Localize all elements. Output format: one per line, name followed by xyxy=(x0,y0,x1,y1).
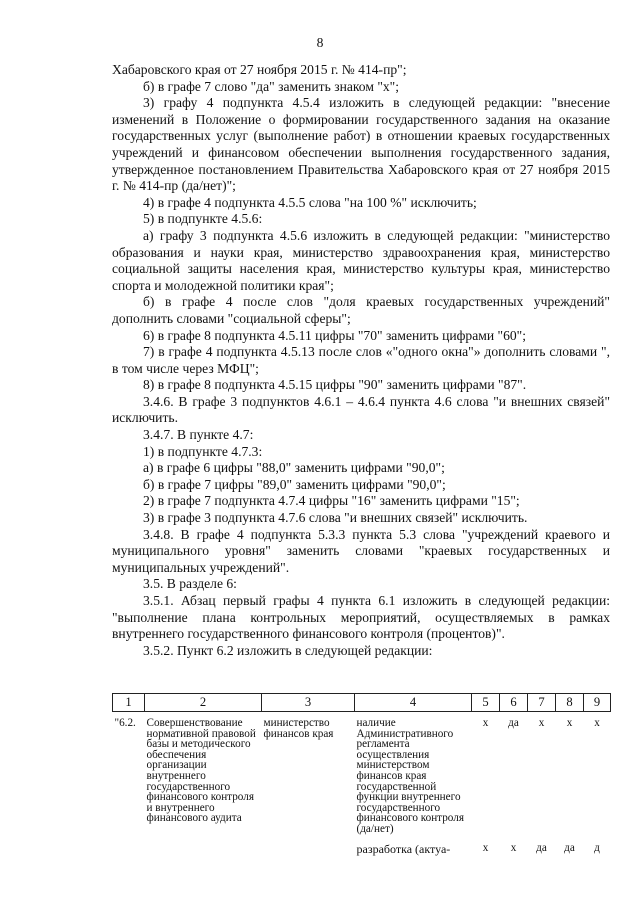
paragraph: 7) в графе 4 подпункта 4.5.13 после слов «"одного окна"» дополнить словами ", в том числе через МФЦ"; xyxy=(112,344,610,376)
column-header: 5 xyxy=(472,694,500,712)
cell-responsible: министерство финансов края xyxy=(263,717,334,740)
cell-value: д xyxy=(594,841,600,854)
cell-value: х xyxy=(510,841,517,854)
page-number: 8 xyxy=(316,35,324,50)
document-body xyxy=(112,62,610,659)
table-row xyxy=(113,835,611,856)
paragraph: б) в графе 7 слово "да" заменить знаком "х"; xyxy=(143,78,400,94)
paragraph: 3) графу 4 подпункта 4.5.4 изложить в следующей редакции: "внесение изменений в Положение о формировании государственного задания на оказание государственных услуг (выполнение работ) в отношении краевых государственных учреждений и финансовом обеспечении выполнения государственного задания, утвержденное постановлением Правительства Хабаровского края от 27 ноября 2015 г. № 414-пр (да/нет)"; xyxy=(112,95,610,194)
cell-value: х xyxy=(538,717,545,729)
column-header: 9 xyxy=(584,694,611,712)
cell-value: х xyxy=(482,717,489,729)
indicators-table xyxy=(112,693,611,856)
paragraph: а) в графе 6 цифры "88,0" заменить цифрами "90,0"; xyxy=(143,460,445,476)
paragraph: 2) в графе 7 подпункта 4.7.4 цифры "16" заменить цифрами "15"; xyxy=(143,493,520,509)
cell-value: х xyxy=(594,717,600,729)
paragraph: а) графу 3 подпункта 4.5.6 изложить в следующей редакции: "министерство образования и науки края, министерство здравоохранения края, министерство социальной защиты населения края, министерство культуры края, министерство спорта и молодежной политики края"; xyxy=(112,227,610,293)
column-header: 4 xyxy=(355,694,472,712)
cell-indicator: наличие Административного регламента осуществления министерством финансов края государственной функции внутреннего государственного финансового контроля (да/нет) xyxy=(356,717,464,835)
cell-value: х xyxy=(566,717,573,729)
paragraph: 1) в подпункте 4.7.3: xyxy=(143,443,263,459)
cell-value: да xyxy=(536,841,547,854)
cell-responsible xyxy=(262,835,355,856)
cell-value: да xyxy=(564,841,575,854)
column-header: 3 xyxy=(262,694,355,712)
cell-value: х xyxy=(482,841,489,854)
cell-number xyxy=(113,835,145,856)
cell-number: "6.2. xyxy=(114,717,136,729)
cell-measure-name xyxy=(145,835,262,856)
column-header: 1 xyxy=(113,694,145,712)
paragraph: 3.4.7. В пункте 4.7: xyxy=(143,427,254,443)
paragraph: 3.5. В разделе 6: xyxy=(143,576,237,592)
cell-value: да xyxy=(508,717,519,729)
table-row xyxy=(113,712,611,835)
paragraph: 6) в графе 8 подпункта 4.5.11 цифры "70" заменить цифрами "60"; xyxy=(143,327,527,343)
paragraph: 8) в графе 8 подпункта 4.5.15 цифры "90" заменить цифрами "87". xyxy=(143,377,527,393)
column-header: 2 xyxy=(145,694,262,712)
paragraph: 3.5.1. Абзац первый графы 4 пункта 6.1 изложить в следующей редакции: "выполнение плана контрольных мероприятий, осуществляемых в рамках внутреннего государственного финансового контроля (процентов)". xyxy=(112,593,610,642)
paragraph: Хабаровского края от 27 ноября 2015 г. № 414-пр"; xyxy=(112,62,407,77)
paragraph: б) в графе 4 после слов "доля краевых государственных учреждений" дополнить словами "социальной сферы"; xyxy=(112,294,610,326)
paragraph: 3.4.8. В графе 4 подпункта 5.3.3 пункта 5.3 слова "учреждений краевого и муниципального уровня" заменить словами "краевых государственных и муниципальных учреждений". xyxy=(112,526,610,575)
column-header: 6 xyxy=(500,694,528,712)
paragraph: 4) в графе 4 подпункта 4.5.5 слова "на 100 %" исключить; xyxy=(143,194,477,210)
cell-measure-name: Совершенствование нормативной правовой базы и методического обеспечения организации внутреннего государственного финансового контроля и внутреннего финансового аудита xyxy=(146,717,256,825)
column-header: 7 xyxy=(528,694,556,712)
paragraph: 3.5.2. Пункт 6.2 изложить в следующей редакции: xyxy=(143,642,433,658)
cell-indicator: разработка (актуа- xyxy=(356,841,451,856)
table-header-row xyxy=(113,694,611,712)
paragraph: б) в графе 7 цифры "89,0" заменить цифрами "90,0"; xyxy=(143,476,446,492)
paragraph: 3.4.6. В графе 3 подпунктов 4.6.1 – 4.6.4 пункта 4.6 слова "и внешних связей" исключить. xyxy=(112,393,610,426)
column-header: 8 xyxy=(556,694,584,712)
paragraph: 5) в подпункте 4.5.6: xyxy=(143,211,263,227)
paragraph: 3) в графе 3 подпункта 4.7.6 слова "и внешних связей" исключить. xyxy=(143,510,528,526)
